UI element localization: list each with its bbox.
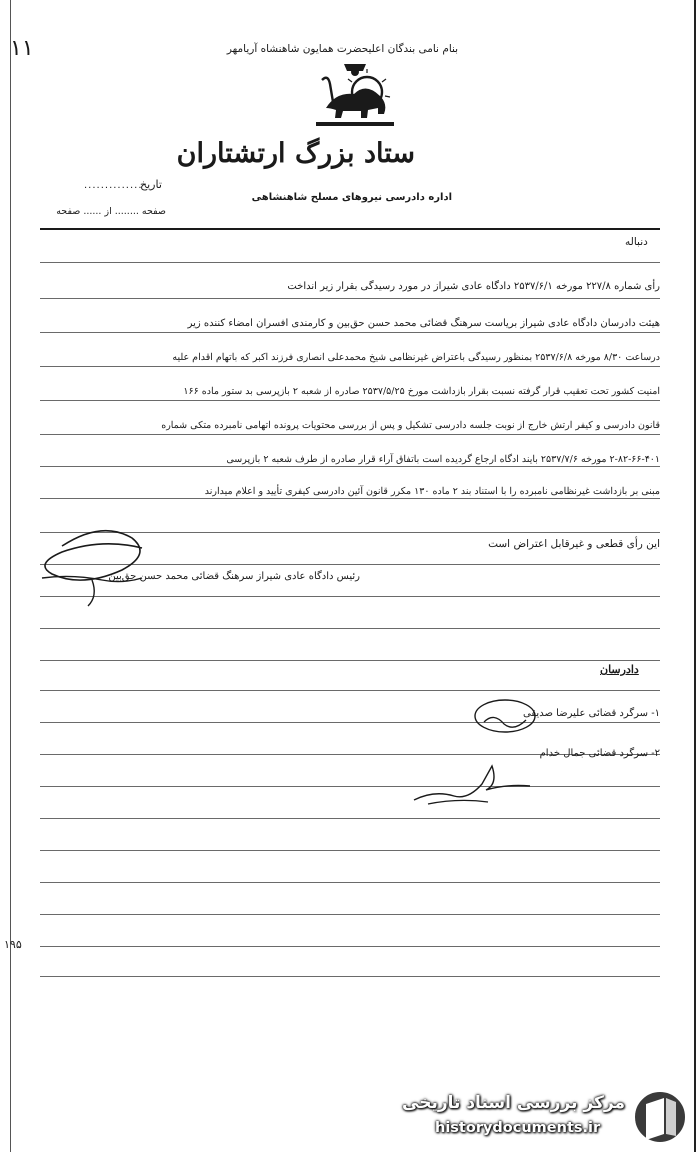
- watermark-url: historydocuments.ir: [435, 1120, 601, 1136]
- ruled-line: [40, 434, 660, 435]
- ruled-line: [40, 818, 660, 819]
- header-divider: [40, 228, 660, 230]
- ruled-line: [40, 914, 660, 915]
- organization-subtitle: اداره دادرسی نیروهای مسلح شاهنشاهی: [251, 192, 452, 203]
- archive-number: ۱۹۵: [4, 938, 22, 951]
- ruling-line-4: امنیت کشور تحت تعقیب قرار گرفته نسبت بقرار بازداشت مورخ ۲۵۳۷/۵/۲۵ صادره از شعبه ۲ بازپرسی بد ستور ماده ۱۶۶: [183, 386, 660, 397]
- date-label: تاریخ: [140, 178, 162, 191]
- signature-presiding-judge: [22, 518, 182, 610]
- ruled-line: [40, 332, 660, 333]
- ruled-line: [40, 298, 660, 299]
- ruled-line: [40, 366, 660, 367]
- page-mark: ۱۱: [10, 36, 34, 61]
- watermark-name: مرکز بررسی اسناد تاریخی: [402, 1093, 625, 1113]
- ruling-line-7: مبنی بر بازداشت غیرنظامی نامبرده را با استناد بند ۲ ماده ۱۳۰ مکرر قانون آئین دادرسی کیفری تأیید و اعلام میدارند: [204, 486, 660, 497]
- organization-title: ستاد بزرگ ارتشتاران: [176, 138, 415, 169]
- judge-item-1: ۱- سرگرد قضائی علیرضا صدیقی: [523, 708, 660, 719]
- judges-heading: دادرسان: [600, 663, 639, 676]
- invocation-text: بنام نامی بندگان اعلیحضرت همایون شاهنشاه آریامهر: [226, 43, 459, 55]
- ruling-line-6: ۲-۸۲-۶۶-۴۰۱ مورخه ۲۵۳۷/۷/۶ بایند ادگاه ارجاع گردیده است باتفاق آراء قرار صادره از طرف شعبه ۲ بازپرسی: [226, 454, 660, 465]
- ruling-line-3: درساعت ۸/۳۰ مورخه ۲۵۳۷/۶/۸ بمنظور رسیدگی باعتراض غیرنظامی شیخ محمدعلی انصاری فرزند اکبر که باتهام اقدام علیه: [172, 352, 660, 363]
- page-edge: [694, 0, 696, 1152]
- signature-judge-1: [470, 692, 540, 742]
- page-count-label: صفحه ........ از ...... صفحه: [56, 206, 166, 217]
- page-edge: [10, 0, 11, 1152]
- ruled-line: [40, 690, 660, 691]
- presiding-judge-name: رئیس دادگاه عادی شیراز سرهنگ قضائی محمد حسن حق‌بین: [108, 571, 360, 582]
- continuation-label: دنباله: [625, 236, 648, 248]
- ruled-line: [40, 722, 660, 723]
- ruled-line: [40, 946, 660, 947]
- ruled-line: [40, 466, 660, 467]
- ruled-line: [40, 628, 660, 629]
- signature-judge-2: [408, 760, 538, 810]
- ruling-line-8: این رأی قطعی و غیرقابل اعتراض است: [488, 538, 660, 550]
- ruled-line: [40, 400, 660, 401]
- date-field: ..............: [84, 180, 143, 191]
- ruling-line-2: هیئت دادرسان دادگاه عادی شیراز بریاست سرهنگ قضائی محمد حسن حق‌بین و کارمندی افسران امضاء کننده زیر: [187, 318, 660, 329]
- ruled-line: [40, 882, 660, 883]
- ruled-line: [40, 786, 660, 787]
- ruled-line: [40, 976, 660, 977]
- ruled-line: [40, 850, 660, 851]
- ruling-line-1: رأی شماره ۲۲۷/۸ مورخه ۲۵۳۷/۶/۱ دادگاه عادی شیراز در مورد رسیدگی بقرار زیر انداخت: [287, 281, 660, 292]
- lion-and-sun-emblem: [312, 58, 398, 130]
- judge-item-2: ۲- سرگرد قضائی جمال خدام: [539, 748, 660, 759]
- ruled-line: [40, 262, 660, 263]
- ruled-line: [40, 660, 660, 661]
- ruled-line: [40, 498, 660, 499]
- ruling-line-5: قانون دادرسی و کیفر ارتش خارج از نوبت جلسه دادرسی تشکیل و پس از بررسی محتویات پرونده اتهامی نامبرده متکی شماره: [161, 420, 660, 431]
- watermark-logo-icon: [630, 1088, 690, 1146]
